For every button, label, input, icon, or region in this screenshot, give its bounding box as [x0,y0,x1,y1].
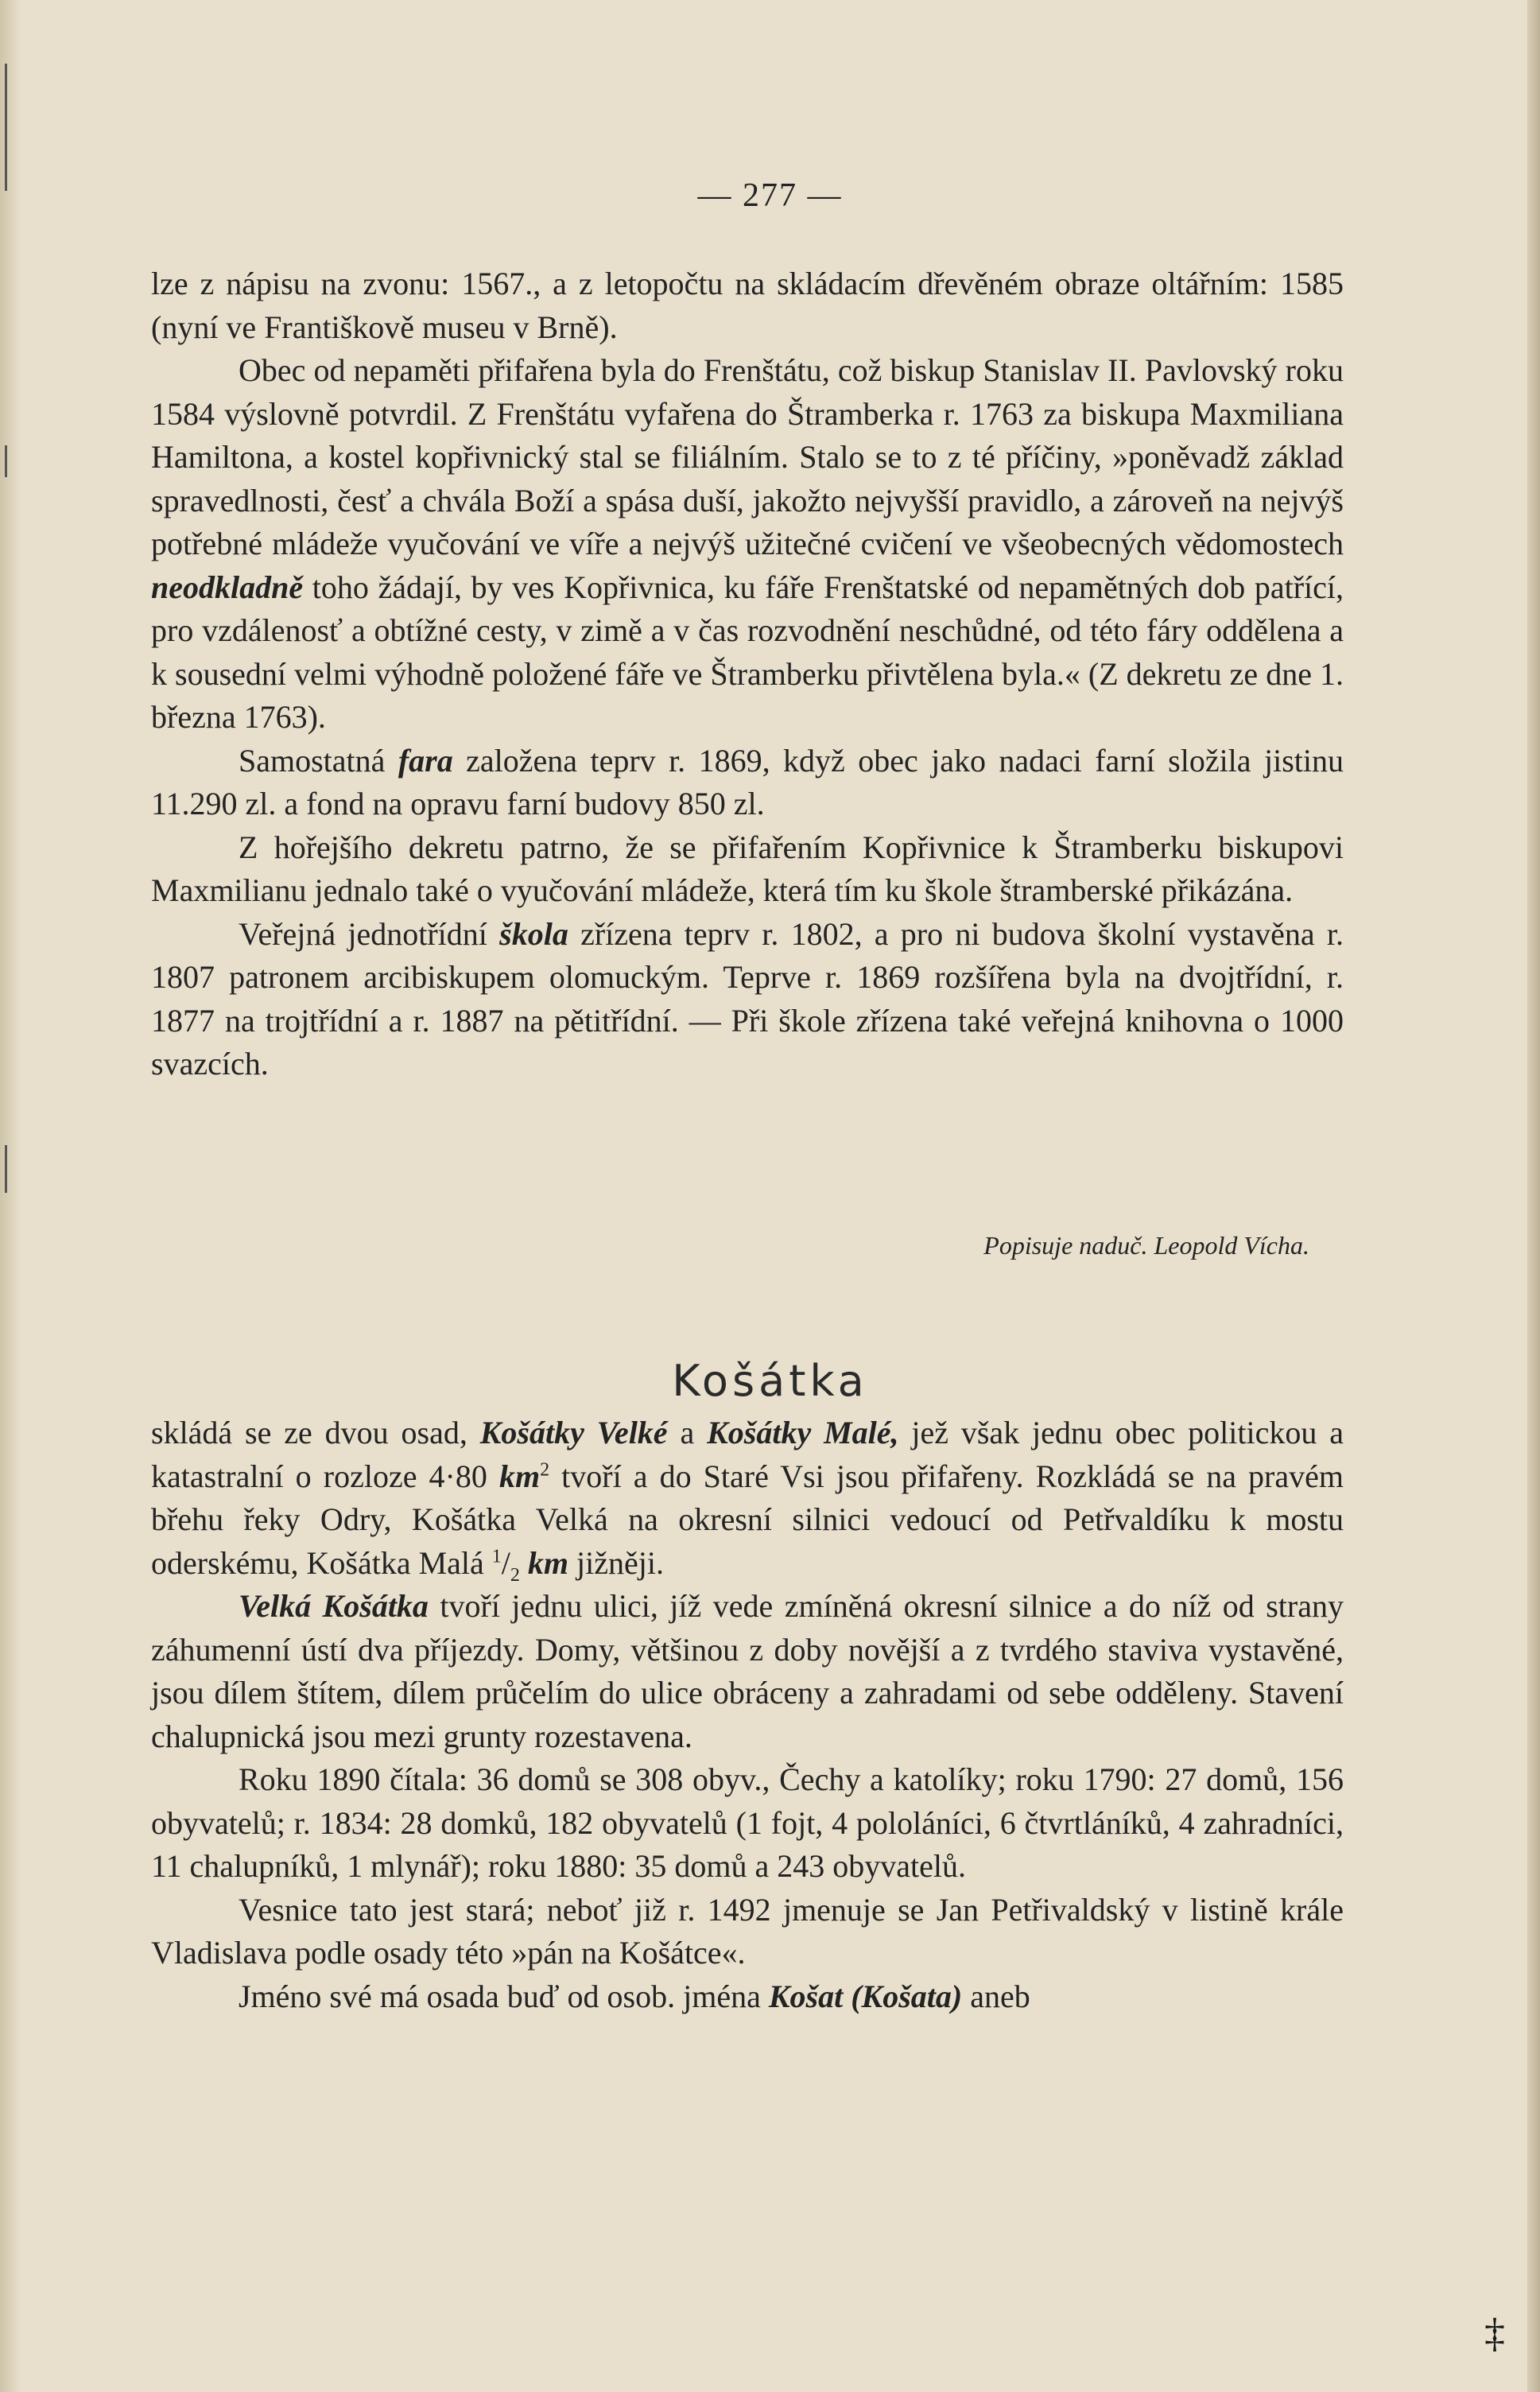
gutter-mark [5,64,7,191]
paragraph: Vesnice tato jest stará; neboť již r. 1492 jmenuje se Jan Petřivaldský v listině krále Vladislava podle osady této »pán na Košátce«. [151,1891,1344,1971]
paragraph: lze z nápisu na zvonu: 1567., a z letopočtu na skládacím dřevěném obraze oltářním: 1585 (nyní ve Františkově museu v Brně). [151,266,1344,345]
paragraph: Roku 1890 čítala: 36 domů se 308 obyv., Čechy a katolíky; roku 1790: 27 domů, 156 obyvatelů; r. 1834: 28 domků, 182 obyvatelů (1 fojt, 4 pololáníci, 6 čtvrtláníků, 4 zahradníci, 11 chalupníků, 1 mlynář); roku 1880: 35 domů a 243 obyvatelů. [151,1761,1344,1884]
author-signature: Popisuje naduč. Leopold Vícha. [983,1231,1309,1260]
unit: km [527,1544,569,1581]
gutter-mark [5,1145,7,1193]
paragraph: Veřejná jednotřídní škola zřízena teprv r. 1802, a pro ni budova školní vystavěna r. 1807 patronem arcibiskupem olomuckým. Teprve r. 1869 rozšířena byla na dvojtřídní, r. 1877 na trojtřídní a r. 1887 na pětitřídní. — Při škole zřízena také veřejná knihovna o 1000 svazcích. [151,915,1344,1081]
paragraph: Z hořejšího dekretu patrno, že se přifařením Kopřivnice k Štramberku biskupovi Maxmilianu jednalo také o vyučování mládeže, která tím ku škole štramberské přikázána. [151,829,1344,908]
paragraph: Velká Košátka tvoří jednu ulici, jíž vede zmíněná okresní silnice a do níž od strany záhumenní ústí dva příjezdy. Domy, většinou z doby novější a z tvrdého staviva vystavěné, jsou dílem štítem, dílem průčelím do ulice obráceny a zahradami od sebe odděleny. Stavení chalupnická jsou mezi grunty rozestavena. [151,1588,1344,1754]
emphasis: neodkladně [151,569,304,605]
gutter-mark [5,445,7,477]
page-number: — 277 — [697,177,843,214]
superscript: 2 [540,1459,550,1481]
corner-mark: ‡ [1484,2311,1505,2356]
upper-text-block [151,262,1344,1086]
emphasis: Košátky Malé, [707,1415,899,1450]
emphasis: škola [499,915,568,952]
section-title: Košátka [672,1355,868,1406]
paragraph: Jméno své má osada buď od osob. jména Košat (Košata) aneb [239,1978,1030,2014]
emphasis: fara [398,742,453,779]
lower-text-block [151,1412,1344,2018]
fraction-denominator: 2 [510,1564,520,1586]
paragraph: skládá se ze dvou osad, Košátky Velké a Košátky Malé, jež však jednu obec politickou a katastralní o rozloze 4·80 $km^2$ tvoří a do Staré Vsi jsou přifařeny. Rozkládá se na pravém břehu řeky Odry, Košátka Velká na okresní silnici vedoucí od Petřvaldíku k mostu oderskému, Košátka Malá $^1/_2$ km jižněji. [151,1415,1344,1586]
page-gutter-shadow [0,0,21,2392]
page-edge [1527,0,1540,2392]
unit: km [498,1458,541,1494]
emphasis: Velká Košátka [239,1588,429,1624]
emphasis: Košátky Velké [479,1415,668,1450]
fraction-numerator: 1 [491,1546,502,1567]
paragraph: Obec od nepaměti přifařena byla do Frenštátu, což biskup Stanislav II. Pavlovský roku 1584 výslovně potvrdil. Z Frenštátu vyfařena do Štramberka r. 1763 za biskupa Maxmiliana Hamiltona, a kostel kopřivnický stal se filiálním. Stalo se to z té příčiny, »poněvadž základ spravedlnosti, česť a chvála Boží a spása duší, jakožto nejvyšší pravidlo, a zároveň na nejvýš potřebné mládeže vyučování ve víře a nejvýš užitečné cvičení ve všeobecných vědomostech neodkladně toho žádají, by ves Kopřivnica, ku fáře Frenštatské od nepamětných dob patřící, pro vzdálenosť a obtížné cesty, v zimě a v čas rozvodnění neschůdné, od této fáry oddělena a k sousední velmi výhodně položené fáře ve Štramberku přivtělena byla.« (Z dekretu ze dne 1. března 1763). [151,352,1344,735]
emphasis: Košat (Košata) [768,1978,963,2014]
paragraph: Samostatná fara založena teprv r. 1869, když obec jako nadaci farní složila jistinu 11.290 zl. a fond na opravu farní budovy 850 zl. [151,742,1344,821]
